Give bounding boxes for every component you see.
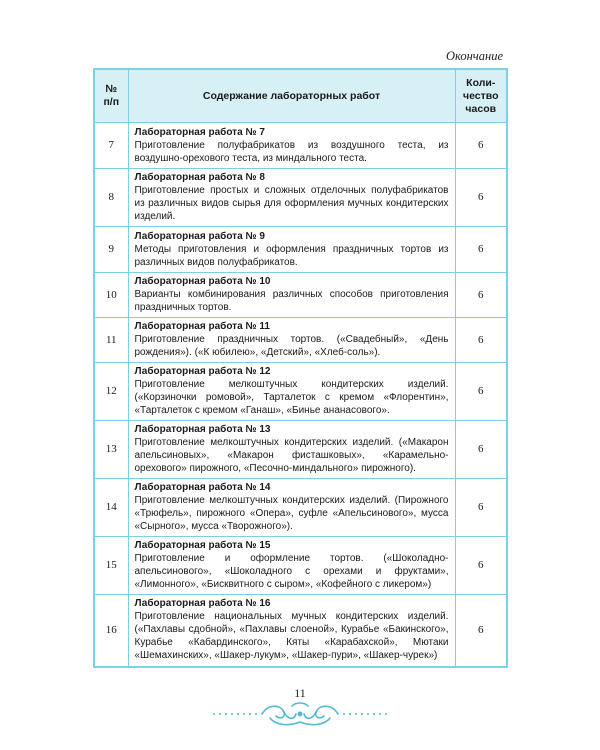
- continuation-label: Окончание: [445, 49, 503, 63]
- lab-text: Приготовление мелкоштучных кондитерских изделий. (Пирожного «Трюфель», пирожного «Опера», суфле «Апельсинового», мусса «Сырного», мусса «Творожного»).: [134, 495, 449, 532]
- lab-title: Лабораторная работа № 10: [134, 276, 271, 287]
- lab-title: Лабораторная работа № 7: [134, 126, 265, 138]
- row-description: [128, 169, 455, 227]
- lab-text: Приготовление простых и сложных отделочных полуфабрикатов из различных видов сырья для оформления мучных кондитерских изделий.: [134, 185, 449, 222]
- row-description: [128, 479, 455, 537]
- row-hours: 6: [455, 169, 507, 227]
- page-number: 11: [294, 686, 306, 700]
- lab-title: Лабораторная работа № 9: [134, 230, 265, 242]
- row-description: [128, 318, 455, 363]
- row-description: [128, 537, 455, 595]
- table-row: [94, 273, 507, 318]
- lab-text: Приготовление национальных мучных кондитерских изделий. («Пахлавы сдобной», «Пахлавы слоеной», Курабье «Бакинского», Курабье «Кабардинского», Кяты «Карабахской», Мютаки «Шемахинских», «Шакер-лукум», «Шакер-пури», «Шакер-чурек»): [134, 611, 449, 662]
- lab-text: Приготовление мелкоштучных кондитерских изделий. («Корзиночки ромовой», Тарталеток с кремом «Флорентин», «Тарталеток с кремом «Ганаш», «Бинье ананасового».: [134, 379, 449, 416]
- row-description: [128, 595, 455, 667]
- lab-title: Лабораторная работа № 16: [134, 598, 271, 610]
- row-number: 13: [94, 421, 128, 479]
- table-row: [94, 479, 507, 537]
- row-hours: 6: [455, 363, 507, 421]
- lab-text: Варианты комбинирования различных способов приготовления праздничных тортов.: [134, 289, 449, 313]
- row-description: [128, 363, 455, 421]
- lab-text: Методы приготовления и оформления праздничных тортов из различных видов полуфабрикатов.: [134, 243, 449, 268]
- table-header-row: [94, 69, 507, 123]
- row-number: 10: [94, 273, 128, 318]
- row-hours: 6: [455, 479, 507, 537]
- row-hours: 6: [455, 595, 507, 667]
- header-content: Содержание лабораторных работ: [128, 69, 455, 123]
- table-row: [94, 123, 507, 169]
- lab-title: Лабораторная работа № 11: [134, 321, 270, 332]
- lab-title: Лабораторная работа № 14: [134, 482, 271, 493]
- row-hours: 6: [455, 421, 507, 479]
- row-number: 16: [94, 595, 128, 667]
- lab-title: Лабораторная работа № 15: [134, 540, 271, 551]
- row-description: [128, 123, 455, 169]
- header-hours: Коли- чество часов: [455, 69, 507, 123]
- row-hours: 6: [455, 318, 507, 363]
- row-number: 15: [94, 537, 128, 595]
- table-row: [94, 421, 507, 479]
- lab-text: Приготовление праздничных тортов. («Свадебный», «День рождения»). («К юбилею», «Детский», «Хлеб-соль»).: [134, 334, 449, 358]
- row-hours: 6: [455, 273, 507, 318]
- row-number: 12: [94, 363, 128, 421]
- lab-text: Приготовление и оформление тортов. («Шоколадно-апельсинового», «Шоколадного с орехами и фруктами», «Лимонного», «Бисквитного с сыром», «Кофейного с ликером»): [134, 553, 449, 590]
- lab-text: Приготовление мелкоштучных кондитерских изделий. («Макарон апельсиновых», «Макарон фисташковых», «Карамельно-орехового» пирожного, «Песочно-миндального» пирожного).: [134, 437, 449, 474]
- table-row: [94, 318, 507, 363]
- table-row: [94, 363, 507, 421]
- table-row: [94, 169, 507, 227]
- table-row: [94, 595, 507, 667]
- row-description: [128, 273, 455, 318]
- lab-text: Приготовление полуфабрикатов из воздушного теста, из воздушно-орехового теста, из миндального теста.: [134, 139, 449, 164]
- row-hours: 6: [455, 123, 507, 169]
- lab-title: Лабораторная работа № 13: [134, 424, 271, 435]
- row-hours: 6: [455, 537, 507, 595]
- row-hours: 6: [455, 227, 507, 273]
- row-description: [128, 421, 455, 479]
- row-number: 9: [94, 227, 128, 273]
- lab-works-table: [93, 68, 508, 668]
- lab-title: Лабораторная работа № 12: [134, 366, 271, 377]
- table-row: [94, 537, 507, 595]
- row-number: 11: [94, 318, 128, 363]
- header-num: № п/п: [94, 69, 128, 123]
- lab-title: Лабораторная работа № 8: [134, 172, 265, 183]
- row-description: [128, 227, 455, 273]
- decorative-ornament-icon: [210, 700, 390, 728]
- table-row: [94, 227, 507, 273]
- row-number: 7: [94, 123, 128, 169]
- row-number: 14: [94, 479, 128, 537]
- row-number: 8: [94, 169, 128, 227]
